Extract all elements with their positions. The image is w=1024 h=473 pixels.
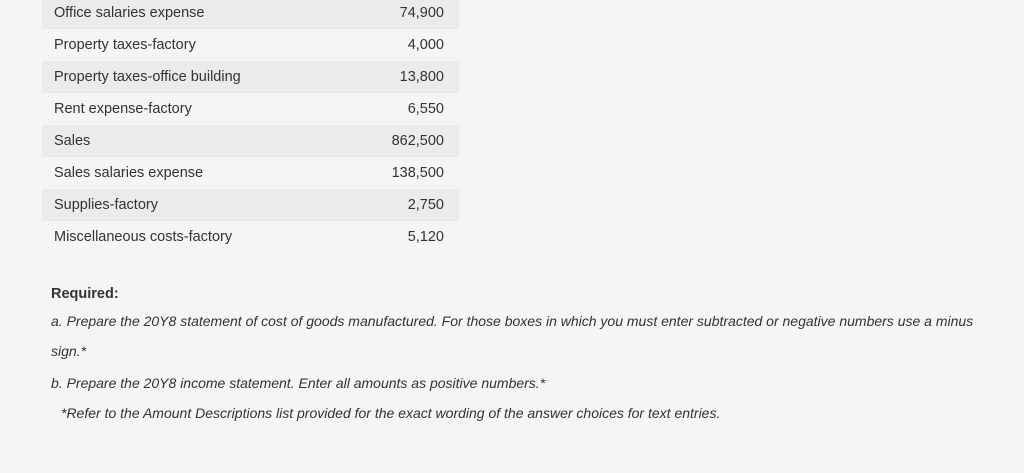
item-label: Office salaries expense (54, 5, 205, 21)
item-amount: 4,000 (407, 37, 444, 53)
table-row (42, 0, 459, 29)
table-row (42, 93, 459, 125)
required-heading: Required: (51, 286, 119, 302)
item-label: Miscellaneous costs-factory (54, 229, 233, 245)
instruction-part-a: a. Prepare the 20Y8 statement of cost of goods manufactured. For those boxes in which you must enter subtracted or negative numbers use a minus sign.* (51, 313, 974, 359)
required-section (51, 284, 1001, 428)
table-row (42, 221, 459, 253)
table-row (42, 189, 459, 221)
item-amount: 138,500 (391, 165, 444, 181)
item-label: Sales (54, 133, 91, 149)
item-label: Property taxes-factory (54, 37, 196, 53)
table-row (42, 29, 459, 61)
item-amount: 2,750 (407, 197, 444, 213)
table-row (42, 61, 459, 93)
item-label: Sales salaries expense (54, 165, 204, 181)
item-amount: 13,800 (399, 69, 444, 85)
item-amount: 5,120 (407, 229, 444, 245)
instruction-part-b: b. Prepare the 20Y8 income statement. Enter all amounts as positive numbers.* (51, 375, 546, 391)
item-label: Property taxes-office building (54, 69, 241, 85)
instruction-note: *Refer to the Amount Descriptions list provided for the exact wording of the answer choices for text entries. (61, 405, 721, 421)
cost-items-table (42, 0, 459, 253)
item-amount: 862,500 (391, 133, 444, 149)
item-amount: 6,550 (407, 101, 444, 117)
item-label: Rent expense-factory (54, 101, 192, 117)
table-row (42, 125, 459, 157)
item-amount: 74,900 (399, 5, 444, 21)
item-label: Supplies-factory (54, 197, 158, 213)
table-row (42, 157, 459, 189)
